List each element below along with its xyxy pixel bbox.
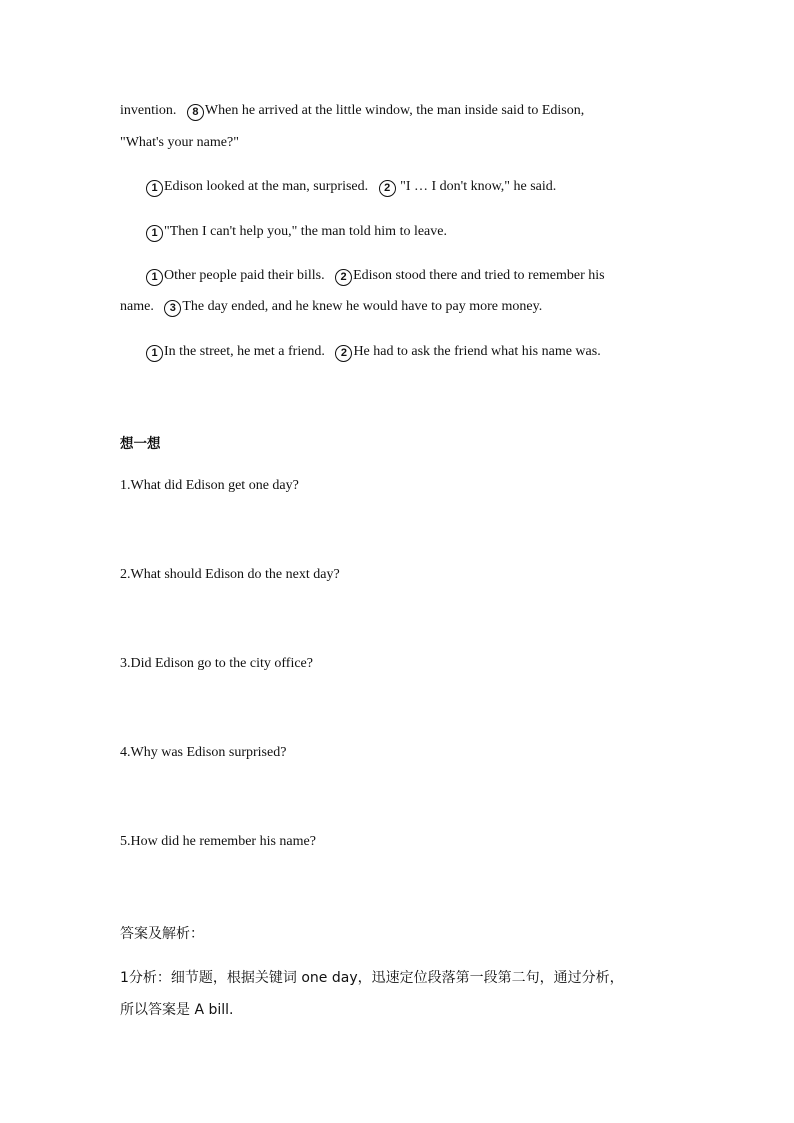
passage-line: [146, 344, 601, 362]
passage-text: Edison looked at the man, surprised.: [164, 179, 369, 194]
circled-number-marker: 1: [146, 180, 163, 197]
passage-text: "What's your name?": [120, 135, 239, 150]
circled-number-marker: 1: [146, 225, 163, 242]
passage-text: He had to ask the friend what his name was.: [353, 344, 601, 359]
question-item: 3.Did Edison go to the city office?: [120, 656, 313, 671]
passage-line: [120, 299, 542, 317]
answers-heading: 答案及解析：: [120, 926, 204, 942]
passage-line: [120, 103, 584, 121]
circled-number-marker: 1: [146, 269, 163, 286]
passage-text: invention.: [120, 103, 177, 118]
passage-text: Edison stood there and tried to remember his: [353, 268, 605, 283]
question-item: 1.What did Edison get one day?: [120, 478, 299, 493]
passage-text: The day ended, and he knew he would have to pay more money.: [182, 299, 543, 314]
passage-text: Other people paid their bills.: [164, 268, 325, 283]
circled-number-marker: 1: [146, 345, 163, 362]
passage-line: [146, 224, 447, 242]
circled-number-marker: 2: [335, 269, 352, 286]
passage-line: [146, 268, 605, 286]
passage-line: [146, 179, 556, 197]
passage-text: "I … I don't know," he said.: [400, 179, 557, 194]
section-heading: 想一想: [120, 436, 161, 452]
passage-text: In the street, he met a friend.: [164, 344, 325, 359]
answer-text: 所以答案是 A bill.: [120, 1002, 234, 1018]
passage-line: [120, 135, 239, 151]
passage-text: When he arrived at the little window, the man inside said to Edison,: [204, 103, 585, 118]
circled-number-marker: 3: [164, 300, 181, 317]
circled-number-marker: 2: [379, 180, 396, 197]
circled-number-marker: 8: [187, 104, 204, 121]
passage-text: name.: [120, 299, 154, 314]
answer-text: 1分析：细节题，根据关键词 one day，迅速定位段落第一段第二句，通过分析，: [120, 970, 624, 986]
circled-number-marker: 2: [335, 345, 352, 362]
question-item: 4.Why was Edison surprised?: [120, 745, 287, 760]
question-item: 5.How did he remember his name?: [120, 834, 316, 849]
passage-text: "Then I can't help you," the man told him to leave.: [164, 224, 447, 239]
question-item: 2.What should Edison do the next day?: [120, 567, 340, 582]
